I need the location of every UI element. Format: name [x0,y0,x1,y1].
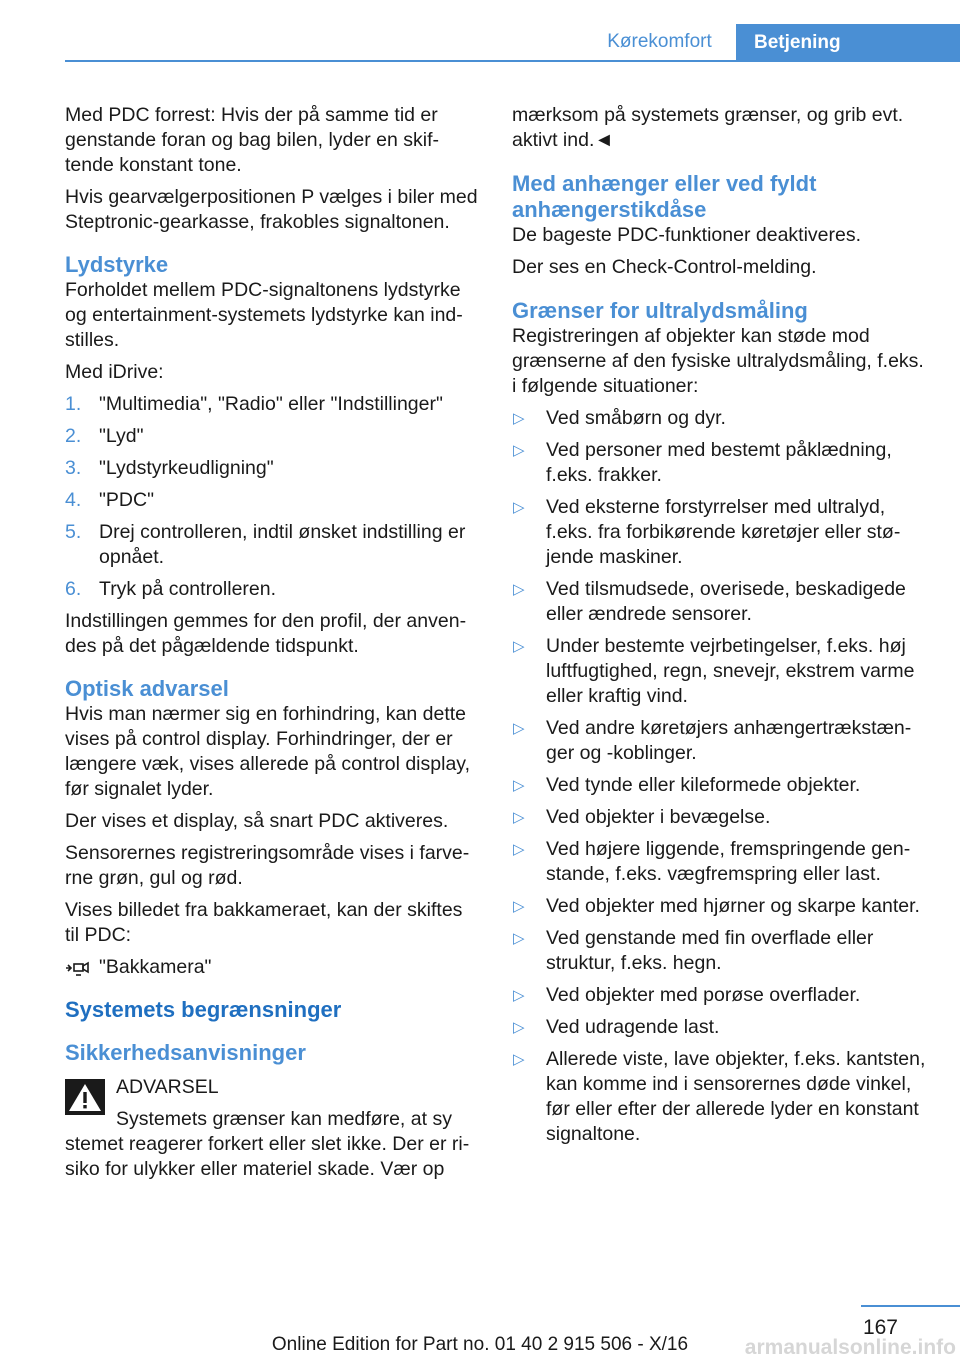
list-item [512,634,932,709]
bullet-marker: ▷ [513,987,525,1004]
bullet-text: Ved højere liggende, fremspringende genstande, f.eks. vægfremspring eller last. [546,838,911,885]
list-item [512,406,932,431]
list-item [512,577,932,627]
bullet-text: Ved objekter med hjørner og skarpe kanter. [546,895,920,917]
step-text: "PDC" [99,489,155,511]
limitations-bullet-list [512,406,932,1147]
warning-text-rest: stemet reagerer forkert eller slet ikke. Der er risiko for ulykker eller materiel skade. Vær op [65,1133,470,1180]
list-item [65,456,479,481]
step-number: 2. [65,425,82,447]
paragraph: Vises billedet fra bakkameraet, kan der skiftes til PDC: [65,899,463,946]
list-item [512,495,932,570]
warning-text-line1: Systemets grænser kan medføre, at sy [116,1108,452,1130]
paragraph: Hvis gearvælgerpositionen P vælges i biler med Steptronic-gearkasse, frakobles signaltonen. [65,186,478,233]
paragraph: Indstillingen gemmes for den profil, der anvendes på det pågældende tidspunkt. [65,610,467,657]
header-chapter-tab: Betjening [736,24,960,62]
bullet-text: Ved småbørn og dyr. [546,407,726,429]
paragraph: Forholdet mellem PDC-signaltonens lydstyrke og entertainment-systemets lydstyrke kan indstilles. [65,279,463,351]
list-item [512,926,932,976]
bullet-text: Ved tilsmudsede, overisede, beskadigede eller ændrede sensorer. [546,578,906,625]
heading-graenser-ultralyd: Grænser for ultralydsmåling [512,298,808,323]
list-item [512,894,932,919]
paragraph: mærksom på systemets grænser, og grib evt. aktivt ind.◄ [512,104,904,151]
bullet-text: Ved genstande med fin overflade eller struktur, f.eks. hegn. [546,927,874,974]
idrive-steps-list [65,392,479,602]
left-column [65,103,479,1189]
bullet-marker: ▷ [513,841,525,858]
bullet-text: Under bestemte vejrbetingelser, f.eks. høj luftfugtighed, regn, snevejr, ekstrem varme eller kraftig vind. [546,635,915,707]
step-number: 4. [65,489,82,511]
rear-camera-icon [65,958,91,978]
bullet-marker: ▷ [513,898,525,915]
list-item [512,805,932,830]
bullet-marker: ▷ [513,638,525,655]
right-column [512,103,932,1154]
bullet-marker: ▷ [513,930,525,947]
step-text: Tryk på controlleren. [99,578,277,600]
step-text: "Lydstyrkeudligning" [99,457,274,479]
bullet-text: Ved objekter i bevægelse. [546,806,771,828]
paragraph: Hvis man nærmer sig en forhindring, kan dette vises på control display. Forhindringer, der er længere væk, vises allerede på control display, før signalet lyder. [65,703,471,800]
heading-optisk-advarsel: Optisk advarsel [65,676,229,701]
page-header [0,0,960,62]
step-text: "Lyd" [99,425,144,447]
list-item [512,716,932,766]
bullet-text: Ved tynde eller kileformede objekter. [546,774,861,796]
list-item [65,392,479,417]
paragraph: Med iDrive: [65,361,164,383]
bullet-text: Allerede viste, lave objekter, f.eks. kantsten, kan komme ind i sensorernes døde vinkel, før eller efter der allerede lyder en konstant signaltone. [546,1048,926,1145]
list-item [512,1015,932,1040]
warning-block [65,1075,479,1182]
bullet-marker: ▷ [513,410,525,427]
bullet-marker: ▷ [513,720,525,737]
bullet-text: Ved objekter med porøse overflader. [546,984,861,1006]
warning-triangle-icon [65,1079,105,1115]
step-number: 5. [65,521,82,543]
list-item [512,837,932,887]
header-section-title: Kørekomfort [607,31,712,52]
bullet-marker: ▷ [513,581,525,598]
heading-systemets-begraensninger: Systemets begrænsninger [65,997,342,1022]
warning-title: ADVARSEL [116,1076,219,1098]
list-item [512,983,932,1008]
list-item [512,773,932,798]
list-item [512,438,932,488]
header-rule [65,60,960,62]
heading-med-anhaenger: Med anhænger eller ved fyldt anhængerstikdåse [512,171,817,222]
paragraph: Der ses en Check-Control-melding. [512,256,817,278]
list-item [65,424,479,449]
step-number: 6. [65,578,82,600]
paragraph: Sensorernes registreringsområde vises i farverne grøn, gul og rød. [65,842,470,889]
paragraph: Registreringen af objekter kan støde mod grænserne af den fysiske ultralydsmåling, f.eks. i følgende situationer: [512,325,924,397]
paragraph: De bageste PDC-funktioner deaktiveres. [512,224,862,246]
bullet-marker: ▷ [513,499,525,516]
footer-rule [861,1305,960,1307]
paragraph: Med PDC forrest: Hvis der på samme tid er genstande foran og bag bilen, lyder en skiftende konstant tone. [65,104,440,176]
camera-menu-line [65,955,479,980]
heading-lydstyrke: Lydstyrke [65,252,169,277]
list-item [512,1047,932,1147]
bullet-text: Ved personer med bestemt påklædning, f.eks. frakker. [546,439,892,486]
footer-edition: Online Edition for Part no. 01 40 2 915 506 - X/16 [271,1334,689,1355]
paragraph: Der vises et display, så snart PDC aktiveres. [65,810,449,832]
camera-menu-label: "Bakkamera" [99,956,212,978]
bullet-marker: ▷ [513,442,525,459]
step-text: Drej controlleren, indtil ønsket indstilling er opnået. [99,521,466,568]
bullet-marker: ▷ [513,777,525,794]
bullet-marker: ▷ [513,809,525,826]
bullet-marker: ▷ [513,1019,525,1036]
watermark: armanualsonline.info [744,1336,956,1359]
heading-sikkerhedsanvisninger: Sikkerhedsanvisninger [65,1040,306,1065]
step-text: "Multimedia", "Radio" eller "Indstillinger" [99,393,443,415]
list-item [65,520,479,570]
bullet-text: Ved eksterne forstyrrelser med ultralyd, f.eks. fra forbikørende køretøjer eller støjende maskiner. [546,496,901,568]
bullet-text: Ved andre køretøjers anhængertrækstænger og -koblinger. [546,717,912,764]
bullet-marker: ▷ [513,1051,525,1068]
step-number: 3. [65,457,82,479]
bullet-text: Ved udragende last. [546,1016,720,1038]
step-number: 1. [65,393,82,415]
list-item [65,577,479,602]
page-number: 167 [862,1316,898,1339]
list-item [65,488,479,513]
